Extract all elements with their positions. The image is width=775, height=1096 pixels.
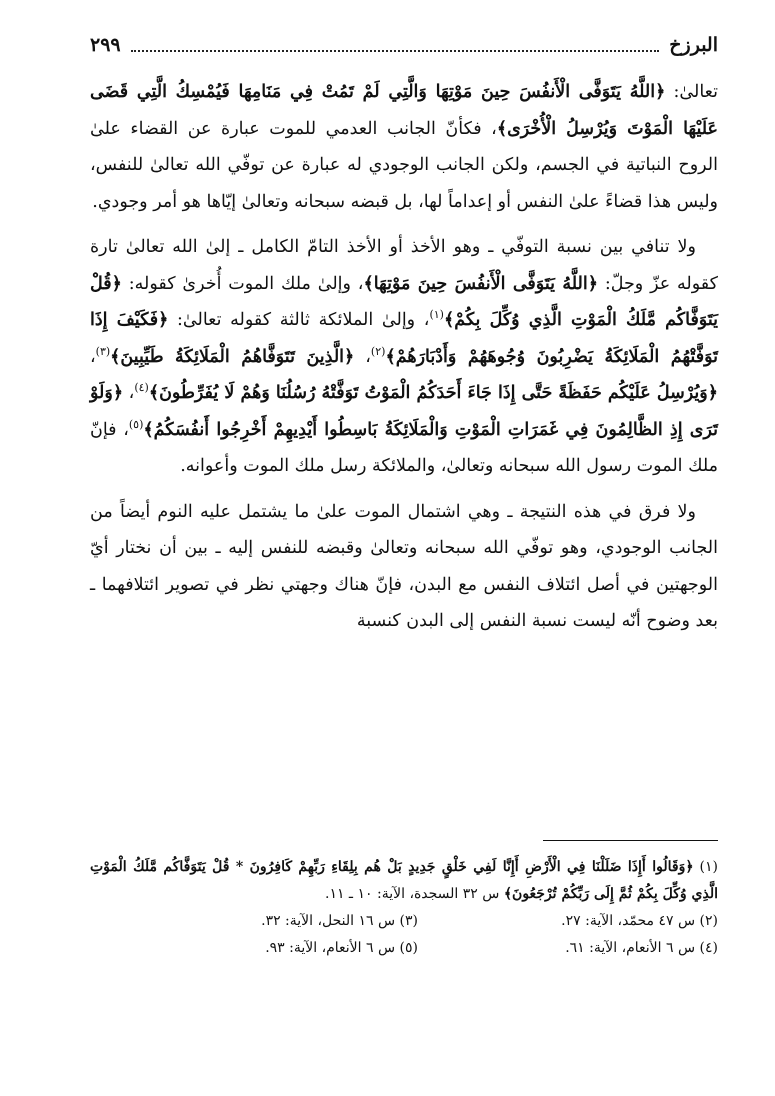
- quran-quote: ﴿وَيُرْسِلُ عَلَيْكُم حَفَظَةً حَتَّى إِذَا جَاءَ أَحَدَكُمُ الْمَوْتُ تَوَفَّتْهُ رُسُلُنَا وَهُمْ لَا يُفَرِّطُونَ﴾: [148, 383, 718, 403]
- footnote-1-quote: ﴿وَقَالُوا أَإِذَا ضَلَلْنَا فِي الْأَرْضِ أَإِنَّا لَفِي خَلْقٍ جَدِيدٍ بَلْ هُم بِلِقَاءِ رَبِّهِمْ كَافِرُونَ * قُلْ يَتَوَفَّاكُم مَّلَكُ الْمَوْتِ الَّذِي وُكِّلَ بِكُمْ ثُمَّ إِلَى رَبِّكُمْ تُرْجَعُونَ﴾: [90, 859, 718, 902]
- footnote-1-label: (١): [693, 859, 718, 875]
- running-header: [90, 28, 718, 62]
- text-segment: ،: [354, 346, 371, 367]
- footnote-marker[interactable]: (٢): [370, 344, 386, 358]
- text-segment: ،: [90, 346, 96, 367]
- page-number: ٢٩٩: [90, 34, 121, 56]
- footnote-separator: [543, 840, 718, 841]
- quran-quote: ﴿اللَّهُ يَتَوَفَّى الْأَنفُسَ حِينَ مَوْتِهَا﴾: [363, 273, 598, 294]
- quran-quote: ﴿وَلَوْ تَرَى إِذِ الظَّالِمُونَ فِي غَمَرَاتِ الْمَوْتِ وَالْمَلَائِكَةُ بَاسِطُوا أَيْدِيهِمْ أَخْرِجُوا أَنفُسَكُمُ﴾: [90, 383, 718, 440]
- quran-quote: ﴿اللَّهُ يَتَوَفَّى الْأَنفُسَ حِينَ مَوْتِهَا وَالَّتِي لَمْ تَمُتْ فِي مَنَامِهَا فَيُمْسِكُ الَّتِي قَضَى عَلَيْهَا الْمَوْتَ وَيُرْسِلُ الْأُخْرَى﴾: [90, 82, 718, 139]
- text-segment: ، وإلىٰ ملك الموت أُخرىٰ كقوله:: [121, 273, 364, 294]
- quran-quote: ﴿الَّذِينَ تَتَوَفَّاهُمُ الْمَلَائِكَةُ طَيِّبِينَ﴾: [110, 346, 355, 367]
- paragraph: [90, 229, 718, 485]
- quran-quote: ﴿فَكَيْفَ إِذَا تَوَفَّتْهُمُ الْمَلَائِكَةُ يَضْرِبُونَ وُجُوهَهُمْ وَأَدْبَارَهُمْ﴾: [90, 310, 718, 367]
- header-dot-leader: [131, 50, 660, 52]
- footnotes: [90, 854, 718, 962]
- footnote-5: (٥) س ٦ الأنعام، الآية: ٩٣.: [265, 940, 418, 956]
- text-segment: تعالىٰ:: [665, 82, 718, 102]
- footnote-row: [90, 908, 718, 935]
- footnote-1: [90, 854, 718, 908]
- chapter-title: البرزخ: [669, 34, 718, 56]
- footnote-marker[interactable]: (١): [429, 308, 444, 322]
- text-segment: ولا تنافي بين نسبة التوفّي ـ وهو الأخذ أو الأخذ التامّ الكامل ـ إلىٰ الله تعالىٰ تارة كقوله عزّ وجلّ:: [90, 237, 718, 294]
- paragraph: [90, 494, 718, 640]
- text-segment: ، وإلىٰ الملائكة ثالثة كقوله تعالىٰ:: [168, 310, 430, 330]
- text-segment: ولا فرق في هذه النتيجة ـ وهي اشتمال الموت علىٰ ما يشتمل عليه النوم أيضاً من الجانب الوجودي، وهو توفّي الله سبحانه وتعالىٰ وقبضه للنفس إليه ـ بين أن نختار أيّ الوجهتين في أصل ائتلاف النفس مع البدن، فإنّ هناك وجهتي نظر في تصوير ائتلافهما ـ بعد وضوح أنّه ليست نسبة النفس إلى البدن كنسبة: [90, 501, 718, 631]
- quran-quote: ﴿قُلْ يَتَوَفَّاكُم مَّلَكُ الْمَوْتِ الَّذِي وُكِّلَ بِكُمْ﴾: [90, 273, 719, 330]
- text-segment: ،: [123, 383, 135, 403]
- footnote-marker[interactable]: (٥): [128, 417, 144, 431]
- footnote-1-reference: س ٣٢ السجدة، الآية: ١٠ ـ ١١.: [324, 886, 504, 902]
- footnote-marker[interactable]: (٤): [134, 381, 149, 395]
- footnote-3: (٣) س ١٦ النحل، الآية: ٣٢.: [261, 913, 418, 929]
- paragraph: [90, 74, 718, 220]
- footnote-2: (٢) س ٤٧ محمّد، الآية: ٢٧.: [561, 913, 718, 929]
- footnote-4: (٤) س ٦ الأنعام، الآية: ٦١.: [565, 940, 718, 956]
- book-page: [90, 28, 718, 1068]
- text-segment: ، فإنّ ملك الموت رسول الله سبحانه وتعالىٰ، والملائكة رسل ملك الموت وأعوانه.: [90, 419, 718, 476]
- footnote-marker[interactable]: (٣): [95, 344, 111, 358]
- body-text: [90, 74, 718, 640]
- footnote-row: [90, 935, 718, 962]
- text-segment: ، فكأنّ الجانب العدمي للموت عبارة عن القضاء علىٰ الروح النباتية في الجسم، ولكن الجانب الوجودي له عبارة عن توفّي الله تعالىٰ للنفس، وليس هذا قضاءً علىٰ النفس أو إعداماً لها، بل قبضه سبحانه وتعالىٰ إيّاها هو أمر وجودي.: [90, 118, 718, 212]
